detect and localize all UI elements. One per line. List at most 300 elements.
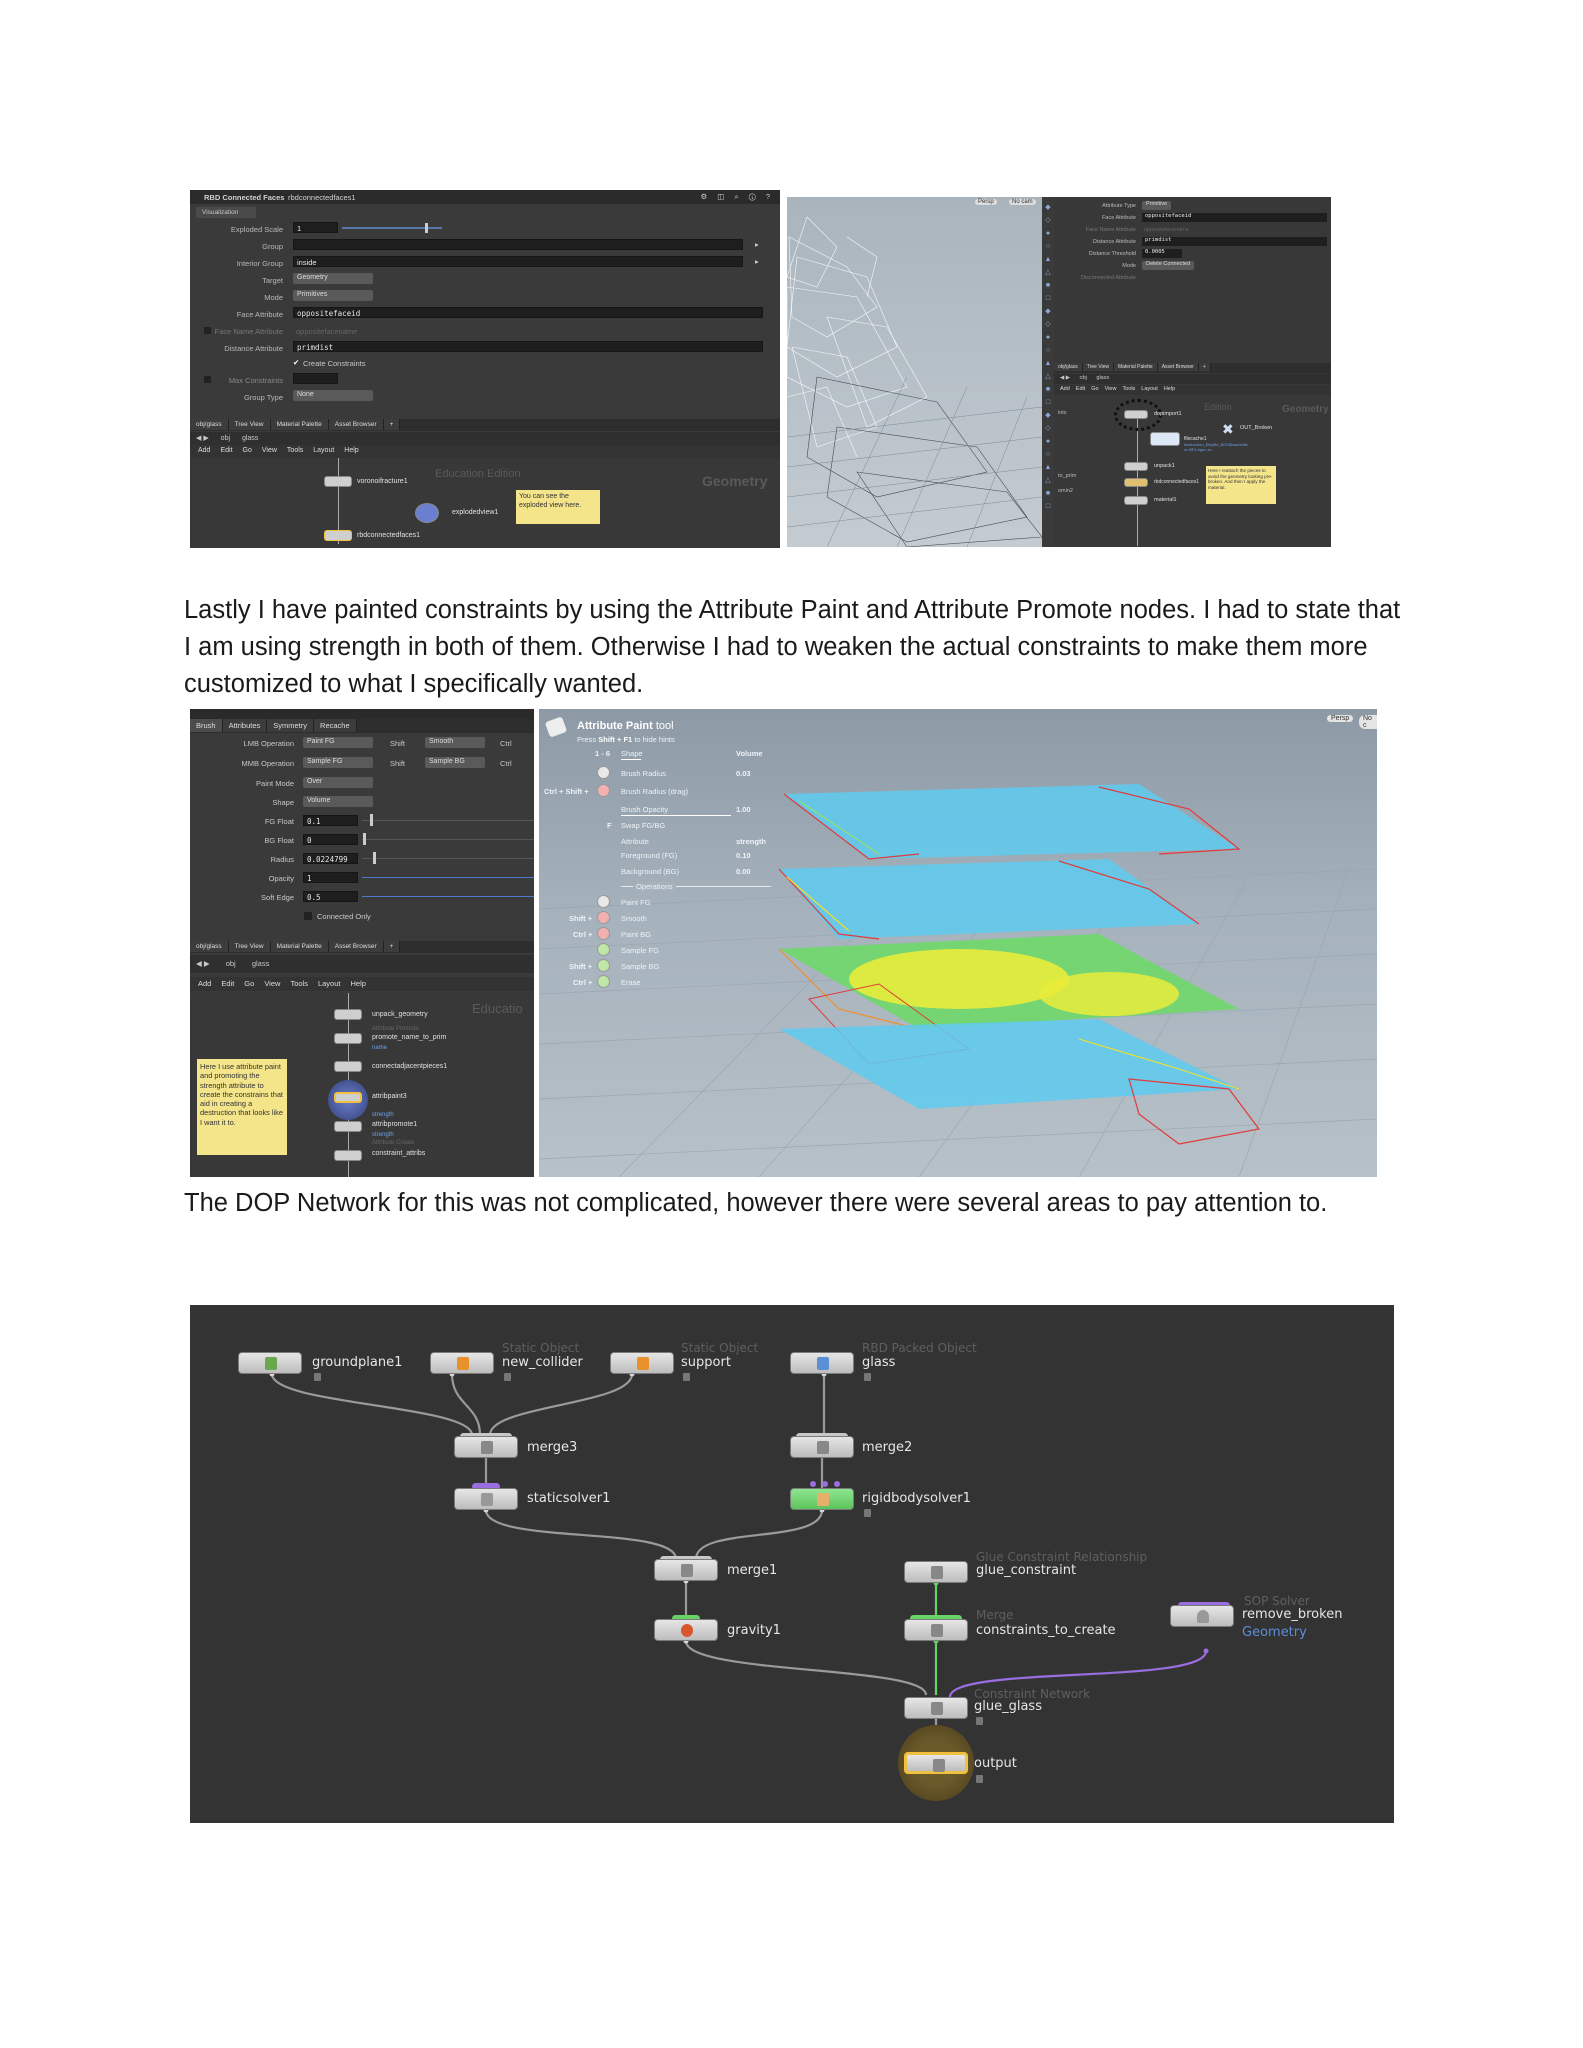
param-label: Soft Edge [261,893,294,902]
top-strip [190,709,534,719]
param-label: Group Type [243,393,283,402]
lmb-operation-menu[interactable]: Paint FG [303,737,373,748]
node-flag [314,1373,321,1381]
param-label: Distance Attribute [224,344,283,353]
attribute-type-menu[interactable]: Primitive [1142,201,1171,210]
pane-tabs [1054,363,1331,373]
watermark-context: Geometry [1282,404,1329,415]
tab-material-palette[interactable]: Material Palette [271,941,329,952]
tab-asset-browser[interactable]: Asset Browser [1158,363,1199,371]
shape-keys: 1 - 6 [595,749,611,758]
static-object-icon [457,1357,469,1370]
watermark-context: Geometry [702,473,768,489]
brush-param-list [190,739,534,939]
path-glass[interactable]: glass [241,435,259,442]
param-label: BG Float [264,836,294,845]
param-label: Shape [272,798,294,807]
null-node-icon[interactable]: ✖ [1222,421,1234,437]
param-label: Paint Mode [256,779,294,788]
menu-go[interactable]: Go [242,447,252,454]
distance-threshold-field[interactable]: 0.0005 [1142,249,1182,258]
node-remove-broken[interactable] [1170,1605,1234,1627]
menu-view[interactable]: View [261,447,277,454]
node-promote-name-to-prim[interactable] [334,1033,362,1044]
node-label: unpack1 [1154,463,1175,469]
mode-menu[interactable]: Delete Connected [1142,261,1194,270]
path-bar [1054,374,1331,384]
mmb-operation-menu[interactable]: Sample FG [303,757,373,768]
group-field[interactable] [293,239,743,250]
solver-icon [817,1493,829,1506]
node-label-staticsolver1: staticsolver1 [527,1491,611,1506]
network-editor[interactable] [190,458,780,548]
slider-track[interactable] [362,858,534,859]
operation-label[interactable]: Paint BG [621,930,652,939]
node-flag [683,1373,690,1381]
tool-title-rest: tool [652,720,674,732]
tab-obj-glass[interactable]: obj/glass [190,941,229,952]
soft-edge-field[interactable]: 0.5 [303,891,358,902]
node-label-output: output [974,1756,1017,1771]
sample-fg-icon[interactable] [597,943,610,956]
back-icon[interactable]: ◀ ▶ [1060,375,1070,381]
screenshot-viewport-network [787,197,1331,547]
checkbox[interactable] [304,912,312,920]
hud-label[interactable]: Swap FG/BG [621,821,666,830]
node-label-merge3: merge3 [527,1440,578,1455]
node-constraints-to-create[interactable] [904,1619,968,1641]
node-label-glue-constraint: glue_constraint [976,1563,1077,1578]
viewport-camera-menu[interactable]: No c [1359,715,1377,729]
dop-wires [190,1305,1394,1823]
hint-post: to hide hints [632,735,675,744]
pane-tabs [190,941,534,953]
hud-label[interactable]: Background (BG) [621,867,679,876]
node-output[interactable] [904,1752,968,1774]
hud-label[interactable]: Brush Radius (drag) [621,787,689,796]
slider-handle[interactable] [425,223,428,233]
menu-tools[interactable]: Tools [290,979,308,988]
gravity-icon [681,1624,693,1637]
slider-handle[interactable] [373,852,376,864]
menu-add[interactable]: Add [198,447,211,454]
shift-sample-menu[interactable]: Sample BG [425,757,485,768]
node-rbdconnectedfaces1[interactable] [324,530,352,541]
node-type-constraints-to-create: Merge [976,1608,1014,1622]
node-type-support: Static Object [681,1341,759,1355]
node-type-label: RBD Connected Faces [204,193,285,202]
node-label: explodedview1 [452,509,499,516]
node-label-merge2: merge2 [862,1440,913,1455]
tab-obj-glass[interactable]: obj/glass [190,419,229,430]
shape-underline [621,759,641,760]
hud-value: 1.00 [736,805,751,814]
output-icon [933,1759,945,1772]
param-label: Face Name Attribute [1085,227,1136,233]
node-flag [976,1775,983,1783]
hud-keys: Ctrl + Shift + [544,787,589,796]
menu-help[interactable]: Help [344,447,359,454]
hud-parameters [539,745,799,905]
param-label: Mode [1122,263,1136,269]
brush-radius-drag-icon[interactable] [597,784,610,797]
tab-material-palette[interactable]: Material Palette [1114,363,1158,371]
hud-label[interactable]: Brush Radius [621,769,667,778]
node-label: material1 [1154,497,1177,503]
operation-label[interactable]: Paint FG [621,898,651,907]
tab-symmetry[interactable]: Symmetry [267,719,314,732]
network-menu [1054,385,1331,395]
node-glue-constraint[interactable] [904,1561,968,1583]
tab-tree-view[interactable]: Tree View [1083,363,1114,371]
param-label: Max Constraints [228,376,283,385]
param-label: Distance Attribute [1092,239,1136,245]
node-merge3[interactable] [454,1436,518,1458]
node-gravity1[interactable] [654,1619,718,1641]
hud-keys: F [607,821,612,830]
viewport-persp-menu[interactable]: Persp [975,199,997,205]
merge-icon [931,1624,943,1637]
parameter-list [190,222,780,452]
tab-brush[interactable]: Brush [190,719,223,732]
sample-bg-icon[interactable] [597,959,610,972]
menu-view[interactable]: View [1104,386,1117,392]
node-type-glass: RBD Packed Object [862,1341,977,1355]
sop-solver-icon [1197,1610,1209,1623]
opacity-field[interactable]: 1 [303,872,358,883]
folder-visualization[interactable]: Visualization [196,207,256,218]
node-type-new-collider: Static Object [502,1341,580,1355]
hud-value: strength [736,837,766,846]
node-label-gravity1: gravity1 [727,1623,781,1638]
node-label: promote_name_to_prim [372,1034,447,1041]
hud-label[interactable]: Brush Opacity [621,805,669,814]
back-icon[interactable]: ◀ ▶ [196,959,210,968]
pane-tabs [190,419,780,431]
path-bar [190,432,780,445]
menu-layout[interactable]: Layout [1141,386,1158,392]
fg-float-field[interactable]: 0.1 [303,815,358,826]
node-voronoifracture1[interactable] [324,476,352,487]
param-label: FG Float [264,817,294,826]
param-label: Face Name Attribute [214,327,283,336]
operation-label[interactable]: Sample BG [621,962,660,971]
node-staticsolver1[interactable] [454,1488,518,1510]
node-label: filecache1 [1184,436,1207,442]
checkbox-checked[interactable]: ✔ [293,358,300,367]
static-object-icon [637,1357,649,1370]
path-obj[interactable]: obj [225,959,236,968]
operation-keys: Shift + [569,914,593,923]
node-unpack1[interactable] [1124,462,1148,471]
network-editor[interactable] [190,993,534,1177]
viewport-3d[interactable] [787,197,1042,547]
parameter-pane [1054,197,1331,547]
param-label: Radius [270,855,294,864]
menu-help[interactable]: Help [1163,386,1176,392]
node-dopimport1[interactable] [1124,410,1148,419]
menu-tools[interactable]: Tools [1122,386,1136,392]
hint-keys: Shift + F1 [598,735,633,744]
node-label: connectadjacentpieces1 [372,1063,448,1070]
tab-recache[interactable]: Recache [314,719,357,732]
header-icons[interactable]: ⚙ ◫ ⌕ ⓘ ? [700,192,774,201]
side-label: to_prim [1058,473,1077,479]
radius-field[interactable]: 0.0224799 [303,853,358,864]
node-attribpaint3[interactable] [334,1092,362,1103]
slider-track[interactable] [362,820,534,821]
slider-track[interactable] [362,896,534,897]
viewport-toolbar [1042,197,1054,547]
node-unpack-geometry[interactable] [334,1009,362,1020]
tab-asset-browser[interactable]: Asset Browser [329,419,384,430]
node-label-groundplane1: groundplane1 [312,1355,403,1370]
tab-tree-view[interactable]: Tree View [229,941,271,952]
hud-value: 0.03 [736,769,751,778]
paint-mode-menu[interactable]: Over [303,777,373,788]
menu-edit[interactable]: Edit [221,979,235,988]
operation-keys: Shift + [569,962,593,971]
node-label: unpack_geometry [372,1011,428,1018]
tab-asset-browser[interactable]: Asset Browser [329,941,384,952]
operation-label[interactable]: Sample FG [621,946,659,955]
menu-help[interactable]: Help [350,979,366,988]
back-icon[interactable]: ◀ ▶ [196,435,209,442]
node-label: OUT_Broken [1240,425,1273,431]
distance-attribute-field[interactable]: primdist [293,341,763,352]
hud-value: Volume [736,749,763,758]
operation-label[interactable]: Smooth [621,914,647,923]
param-label: MMB Operation [241,759,294,768]
node-material1[interactable] [1124,496,1148,505]
node-type-glue-constraint: Glue Constraint Relationship [976,1550,1148,1564]
network-menu [190,977,534,991]
node-type-label: Attribute Create [372,1140,415,1146]
menu-edit[interactable]: Edit [1075,386,1086,392]
node-sublabel: name [372,1045,388,1051]
face-name-field[interactable]: oppositefacename [296,327,358,336]
operations-title: Operations [633,882,676,891]
node-merge1[interactable] [654,1559,718,1581]
modifier-label: Ctrl [500,759,512,768]
group-type-menu[interactable]: None [293,390,373,401]
node-label: attribpaint3 [372,1093,407,1100]
path-glass[interactable]: glass [1096,375,1110,381]
arrow-icon[interactable]: ▸ [755,240,759,249]
shape-menu[interactable]: Volume [303,796,373,807]
node-label: attribpromote1 [372,1121,418,1128]
menu-add[interactable]: Add [198,979,212,988]
shift-operation-menu[interactable]: Smooth [425,737,485,748]
merge-icon [681,1564,693,1577]
screenshot-rbd-connected-faces [190,190,780,548]
solver-icon [481,1493,493,1506]
tool-icons[interactable]: ◆ ◇ ● ○ ▲ △ ■ □ ◆ ◇ ● ○ ▲ △ ■ □ ◆ ◇ ● ○ ▲ △ ■ □ [1044,204,1052,510]
hint-pre: Press [577,735,599,744]
tab-add[interactable]: + [384,941,401,952]
node-groundplane1[interactable] [238,1352,302,1374]
param-label: Mode [264,293,283,302]
param-label: Face Attribute [236,310,283,319]
node-flag [504,1373,511,1381]
node-label-glue-glass: glue_glass [974,1699,1042,1714]
constraint-network-icon [931,1702,943,1715]
param-label: Attribute Type [1102,203,1136,209]
menu-tools[interactable]: Tools [286,447,304,454]
screenshot-attribute-paint-params [190,709,534,1177]
tab-attributes[interactable]: Attributes [223,719,268,732]
node-support[interactable] [610,1352,674,1374]
node-attribpromote1[interactable] [334,1121,362,1132]
operation-keys: Ctrl + [573,930,593,939]
side-label: omin2 [1058,488,1073,494]
viewport-camera-menu[interactable]: No cam [1009,199,1036,205]
node-label: rbdconnectedfaces1 [1154,479,1200,485]
param-label: Exploded Scale [230,225,283,234]
node-rbdconnectedfaces1[interactable] [1124,478,1148,487]
menu-edit[interactable]: Edit [220,447,233,454]
node-glass[interactable] [790,1352,854,1374]
node-label-remove-broken: remove_broken [1242,1607,1343,1622]
menu-go[interactable]: Go [244,979,255,988]
param-value[interactable]: 1 [293,222,338,233]
paragraph-dop-network: The DOP Network for this was not complicated, however there were several areas to pay attention to. [184,1189,1328,1217]
tab-tree-view[interactable]: Tree View [229,419,271,430]
node-explodedview1[interactable] [415,503,439,523]
node-constraint-attribs[interactable] [334,1150,362,1161]
constraint-icon [931,1566,943,1579]
hud-value: 0.00 [736,867,751,876]
wireframe-shards [787,197,1042,547]
node-label-merge1: merge1 [727,1563,778,1578]
groundplane-icon [265,1357,277,1370]
menu-layout[interactable]: Layout [317,979,341,988]
path-glass[interactable]: glass [251,959,270,968]
node-sublabel: strength [372,1132,394,1138]
watermark-edition: Education Edition [435,468,521,480]
param-label: Face Attribute [1102,215,1136,221]
node-label-glass: glass [862,1355,896,1370]
node-flag [864,1373,871,1381]
watermark-edition: Educatio [472,1001,523,1016]
modifier-label: Shift [390,739,406,748]
node-label: voronoifracture1 [357,478,408,485]
hud-operations [539,895,799,1005]
path-obj[interactable]: obj [220,435,231,442]
sticky-note: You can see the exploded view here. [516,490,600,524]
slider-handle[interactable] [363,833,366,845]
dop-network-editor[interactable] [190,1305,1394,1823]
max-constraints-field[interactable] [293,373,338,384]
node-glue-glass[interactable] [904,1697,968,1719]
menu-view[interactable]: View [264,979,281,988]
hud-label[interactable]: Attribute [621,837,649,846]
brush-radius-icon[interactable] [597,766,610,779]
network-editor[interactable] [1054,396,1331,547]
tool-title-bold: Attribute Paint [577,720,653,732]
merge-icon [817,1441,829,1454]
node-name-field[interactable]: rbdconnectedfaces1 [288,193,356,202]
node-label-rigidbodysolver1: rigidbodysolver1 [862,1491,971,1506]
rbd-solver-dots [806,1481,846,1488]
face-name-field[interactable]: oppositefacename [1144,227,1189,233]
erase-icon[interactable] [597,975,610,988]
paint-bg-icon[interactable] [597,927,610,940]
node-type-label: Attribute Promote [372,1026,419,1032]
screenshot-attribute-paint-viewport [539,709,1377,1177]
interior-group-field[interactable]: inside [293,256,743,267]
param-label: Interior Group [236,259,283,268]
tab-material-palette[interactable]: Material Palette [271,419,329,430]
network-menu [190,445,780,458]
connected-only-label: Connected Only [317,912,371,921]
slider-handle[interactable] [370,814,373,826]
rbd-object-icon [817,1357,829,1370]
sticky-note: Here I reattach the pieces to avoid the geometry looking pre-broken. And then I apply the material. [1206,466,1276,504]
side-label: ints [1058,410,1067,416]
face-attribute-field[interactable]: oppositefaceid [293,307,763,318]
watermark-edition: Edition [1204,402,1232,412]
merge-icon [481,1441,493,1454]
param-label: Group [262,242,283,251]
tab-add[interactable]: + [1199,363,1211,371]
smooth-icon[interactable] [597,911,610,924]
param-label: LMB Operation [243,739,294,748]
tab-obj-glass[interactable]: obj/glass [1054,363,1083,371]
node-rigidbodysolver1[interactable] [790,1488,854,1510]
tab-add[interactable]: + [384,419,401,430]
target-menu[interactable]: Geometry [293,273,373,284]
mode-menu[interactable]: Primitives [293,290,373,301]
hint-line [577,735,675,744]
cache-path-text: destruction_$hipfile_$OS/$cachefile on $F4.bgeo.sc [1184,442,1248,452]
node-merge2[interactable] [790,1436,854,1458]
node-sublabel: strength [372,1112,394,1118]
paint-fg-icon[interactable] [597,895,610,908]
node-connectadjacentpieces1[interactable] [334,1061,362,1072]
node-label: dopimport1 [1154,411,1182,417]
node-new-collider[interactable] [430,1352,494,1374]
face-attribute-field[interactable]: oppositefaceid [1142,213,1327,222]
node-label: rbdconnectedfaces1 [357,532,421,539]
menu-add[interactable]: Add [1060,386,1070,392]
node-flag [976,1717,983,1725]
modifier-label: Shift [390,759,406,768]
param-label: Opacity [268,874,294,883]
menu-go[interactable]: Go [1091,386,1099,392]
slider-track[interactable] [362,877,534,878]
path-bar [190,955,534,973]
viewport-persp-menu[interactable]: Persp [1327,715,1353,722]
hud-label[interactable]: Foreground (FG) [621,851,678,860]
opacity-underline [621,815,731,816]
bg-float-field[interactable]: 0 [303,834,358,845]
create-constraints-label: Create Constraints [303,359,366,368]
distance-attribute-field[interactable]: primdist [1142,237,1327,246]
slider-track[interactable] [362,839,534,840]
node-flag [864,1509,871,1517]
node-label-constraints-to-create: constraints_to_create [976,1623,1116,1638]
arrow-icon[interactable]: ▸ [755,257,759,266]
node-filecache1[interactable] [1150,432,1180,446]
operation-label[interactable]: Erase [621,978,641,987]
brush-tabs [190,719,534,733]
path-obj[interactable]: obj [1079,375,1087,381]
hud-label[interactable]: Shape [621,749,643,758]
menu-layout[interactable]: Layout [313,447,335,454]
parameter-header [190,190,780,204]
operation-keys: Ctrl + [573,978,593,987]
